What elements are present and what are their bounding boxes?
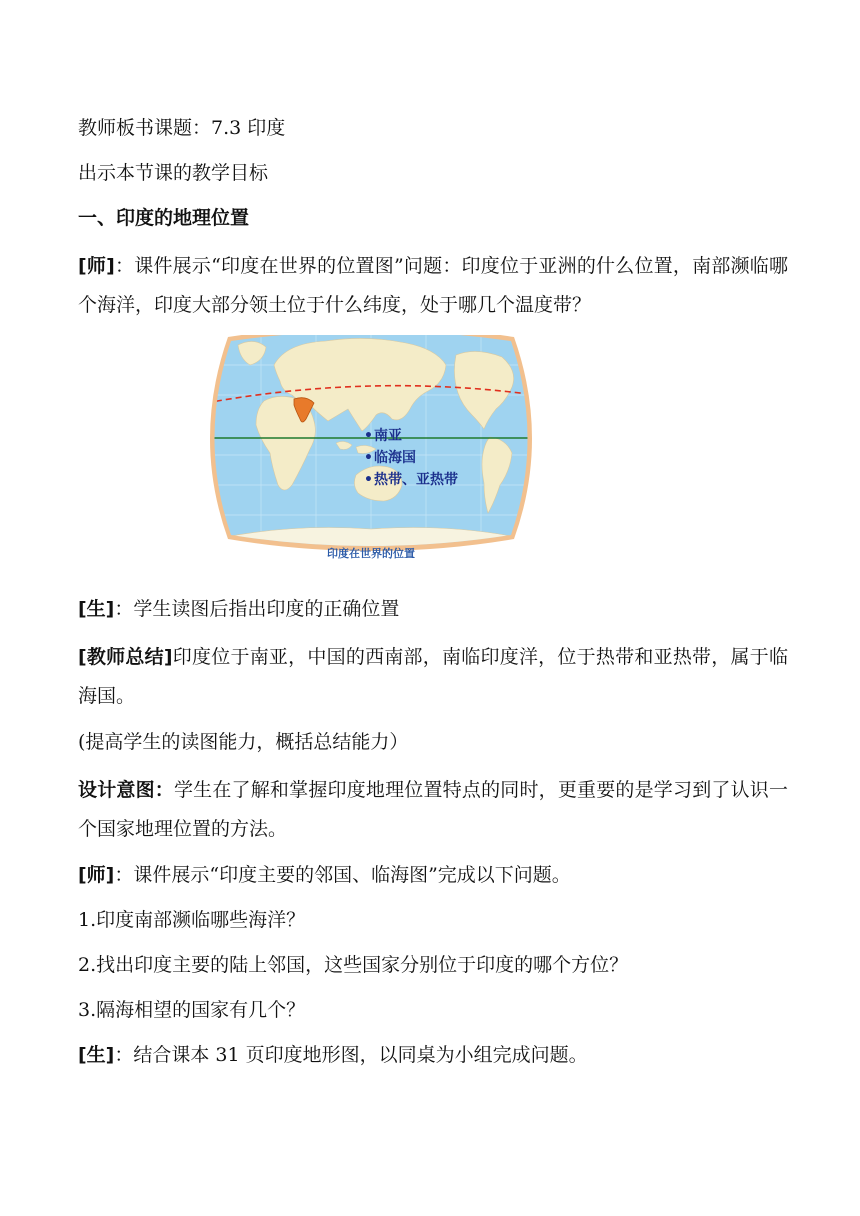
teacher-tag-2: [师] [78, 864, 115, 886]
teacher-tag: [师] [78, 255, 115, 277]
summary-tag: [教师总结] [78, 646, 173, 668]
student-answer-2-text: ：结合课本 31 页印度地形图，以同桌为小组完成问题。 [114, 1044, 588, 1066]
design-intent [78, 771, 788, 849]
map-label-coastal: • 临海国 [364, 447, 458, 469]
student-tag: [生] [78, 598, 115, 620]
teacher-question-1-text: ：课件展示“印度在世界的位置图”问题：印度位于亚洲的什么位置，南部濒临哪个海洋，印度大部分领土位于什么纬度，处于哪几个温度带？ [78, 255, 788, 316]
design-intent-text: 学生在了解和掌握印度地理位置特点的同时，更重要的是学习到了认识一个国家地理位置的方法。 [78, 779, 788, 840]
student-answer-1 [78, 593, 788, 625]
section-heading [78, 202, 788, 234]
ability-note-text: (提高学生的读图能力，概括总结能力） [78, 731, 409, 753]
student-tag-2: [生] [78, 1044, 115, 1066]
question-1 [78, 904, 788, 936]
lesson-title [78, 112, 788, 144]
design-tag: 设计意图： [78, 779, 174, 801]
student-answer-2 [78, 1039, 788, 1071]
map-caption: 印度在世界的位置 [327, 547, 415, 560]
teacher-question-1 [78, 247, 788, 325]
student-answer-1-text: ：学生读图后指出印度的正确位置 [114, 598, 400, 620]
world-map-figure [206, 335, 536, 571]
map-label-south-asia: • 南亚 [364, 425, 458, 447]
map-label-list [364, 425, 458, 491]
document-page [78, 112, 788, 1084]
teacher-summary [78, 638, 788, 716]
teacher-question-2 [78, 859, 788, 891]
ability-note [78, 726, 788, 758]
objective-line [78, 157, 788, 189]
objective-text: 出示本节课的教学目标 [78, 162, 269, 184]
question-1-text: 1.印度南部濒临哪些海洋？ [78, 909, 306, 931]
lesson-title-text: 教师板书课题：7.3 印度 [78, 117, 286, 139]
question-2-text: 2.找出印度主要的陆上邻国，这些国家分别位于印度的哪个方位？ [78, 954, 629, 976]
question-3 [78, 994, 788, 1026]
teacher-question-2-text: ：课件展示“印度主要的邻国、临海图”完成以下问题。 [114, 864, 571, 886]
section-heading-text: 一、印度的地理位置 [78, 207, 250, 229]
teacher-summary-text: 印度位于南亚，中国的西南部，南临印度洋，位于热带和亚热带，属于临海国。 [78, 646, 788, 707]
question-2 [78, 949, 788, 981]
question-3-text: 3.隔海相望的国家有几个？ [78, 999, 306, 1021]
map-label-climate: • 热带、亚热带 [364, 469, 458, 491]
